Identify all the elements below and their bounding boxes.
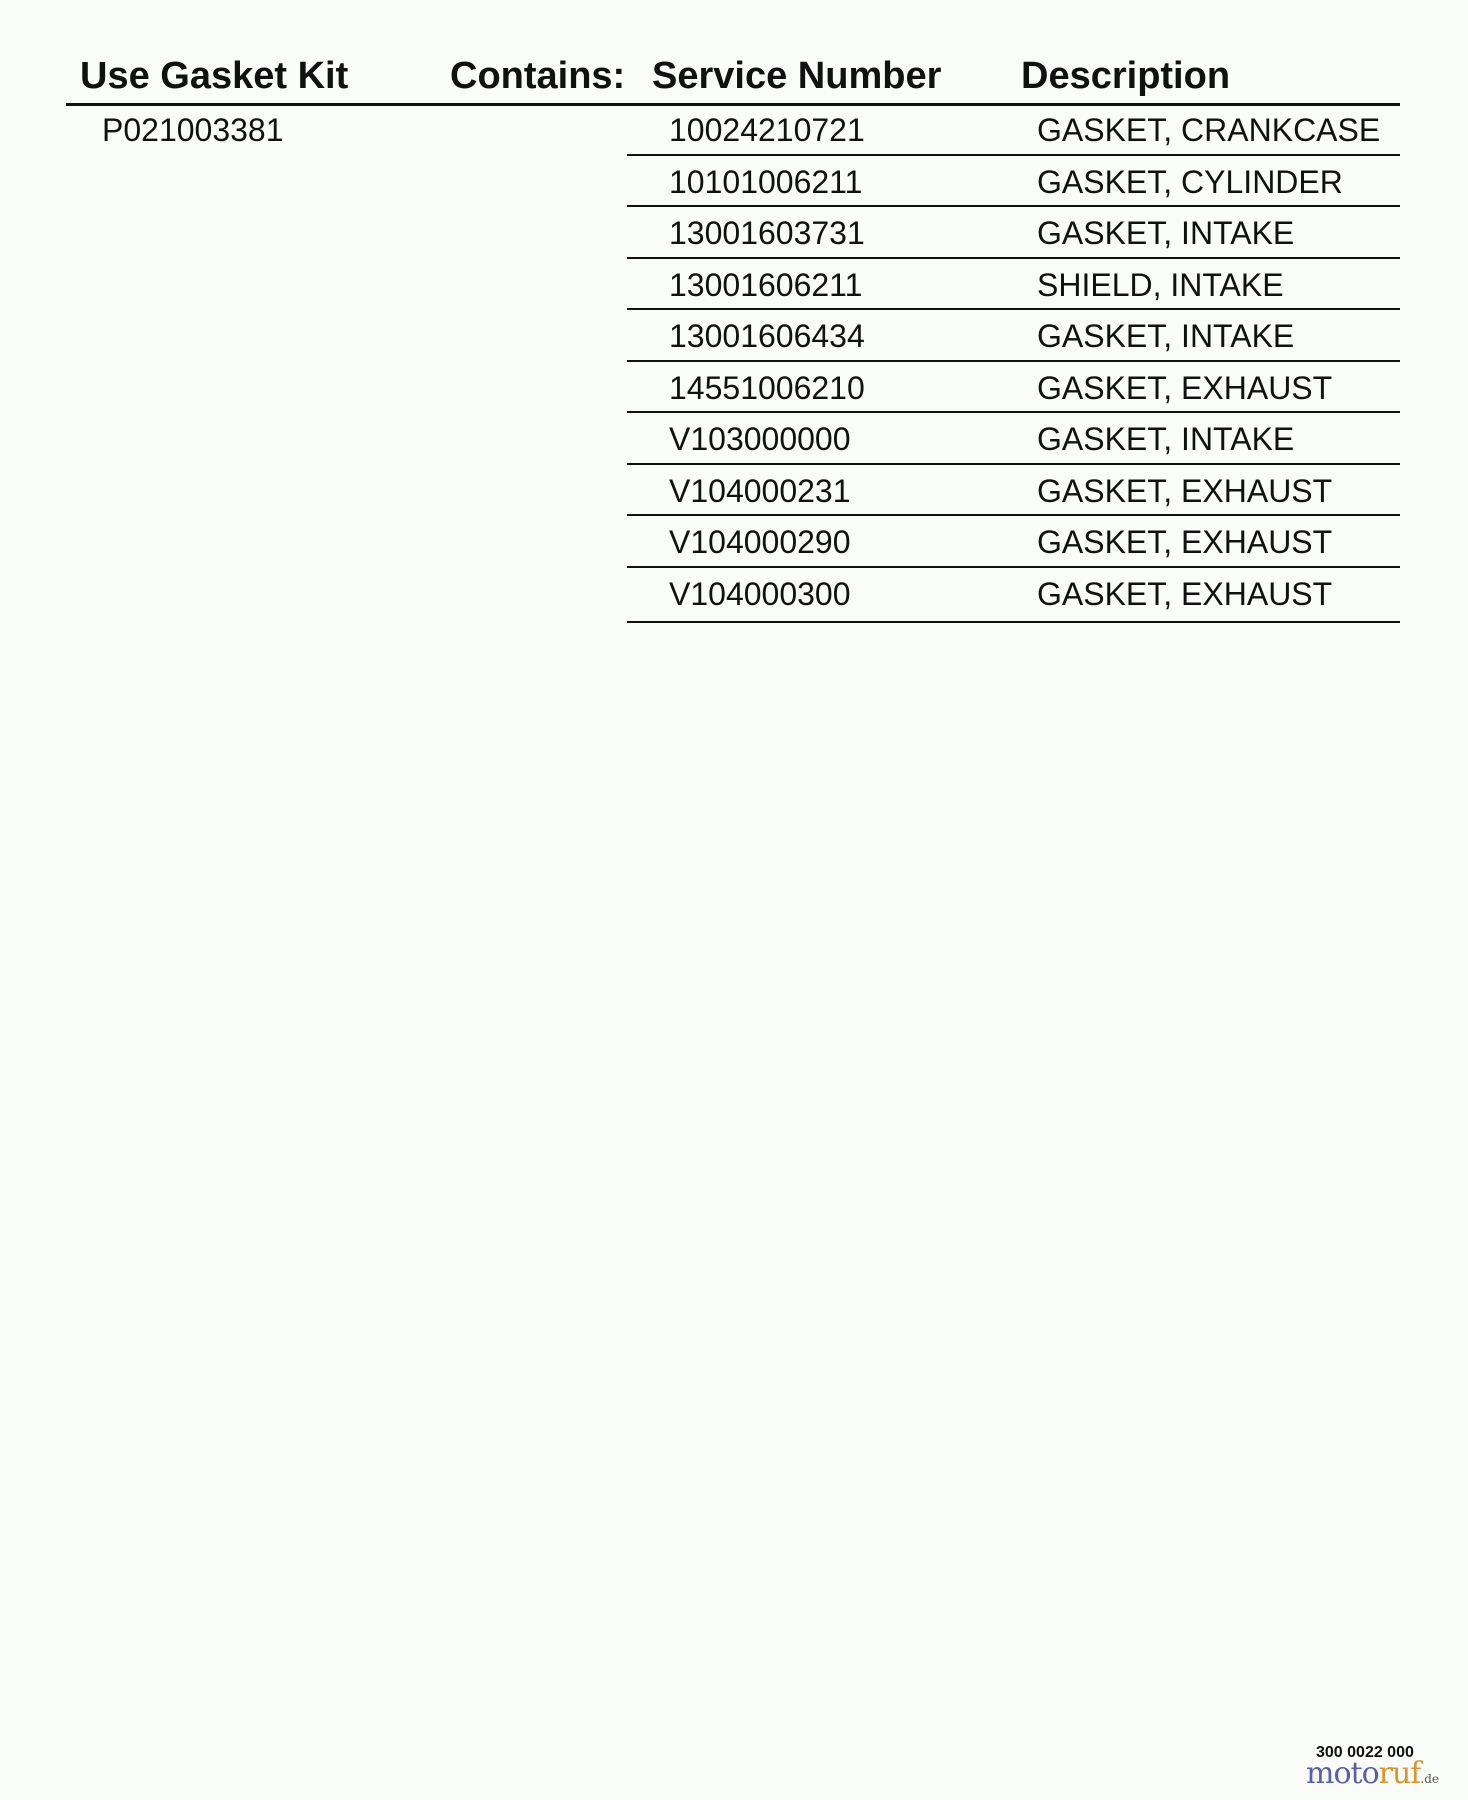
service-number: V104000300 xyxy=(669,575,851,612)
part-description: GASKET, INTAKE xyxy=(1037,421,1295,457)
header-service-number: Service Number xyxy=(652,55,942,97)
service-number: V104000290 xyxy=(669,524,851,560)
part-description: GASKET, EXHAUST xyxy=(1037,524,1333,560)
part-description: GASKET, EXHAUST xyxy=(1037,575,1333,612)
part-description: GASKET, EXHAUST xyxy=(1037,369,1333,406)
gasket-kit-number: P021003381 xyxy=(102,112,284,148)
table-row xyxy=(627,259,1400,311)
service-number: V103000000 xyxy=(669,421,851,457)
table-row xyxy=(627,207,1400,259)
service-number: 10024210721 xyxy=(669,112,865,148)
header-description: Description xyxy=(1021,55,1231,97)
part-description: GASKET, CYLINDER xyxy=(1037,163,1343,200)
table-row xyxy=(627,413,1400,465)
document-code: 300 0022 000 xyxy=(1316,1744,1414,1761)
part-description: SHIELD, INTAKE xyxy=(1037,266,1284,303)
header-use-gasket-kit: Use Gasket Kit xyxy=(80,55,349,97)
table-row xyxy=(627,104,1400,156)
logo-text-part1: moto xyxy=(1306,1756,1379,1791)
table-row xyxy=(627,516,1400,568)
table-row xyxy=(627,465,1400,517)
service-number: 13001606211 xyxy=(669,266,863,303)
part-description: GASKET, CRANKCASE xyxy=(1037,112,1381,148)
service-number: 14551006210 xyxy=(669,369,865,406)
service-number: 13001606434 xyxy=(669,318,865,354)
motoruf-logo xyxy=(1306,1756,1439,1797)
service-number: 13001603731 xyxy=(669,215,865,251)
table-row xyxy=(627,362,1400,414)
table-row xyxy=(627,310,1400,362)
part-description: GASKET, EXHAUST xyxy=(1037,472,1333,509)
service-number: V104000231 xyxy=(669,472,851,509)
parts-list xyxy=(627,104,1400,623)
service-number: 10101006211 xyxy=(669,163,863,200)
part-description: GASKET, INTAKE xyxy=(1037,318,1295,354)
part-description: GASKET, INTAKE xyxy=(1037,215,1295,251)
logo-tld: .de xyxy=(1420,1772,1440,1786)
table-row xyxy=(627,156,1400,208)
logo-text-part2: ruf xyxy=(1378,1756,1421,1791)
header-contains: Contains: xyxy=(450,55,626,97)
table-row xyxy=(627,568,1400,623)
